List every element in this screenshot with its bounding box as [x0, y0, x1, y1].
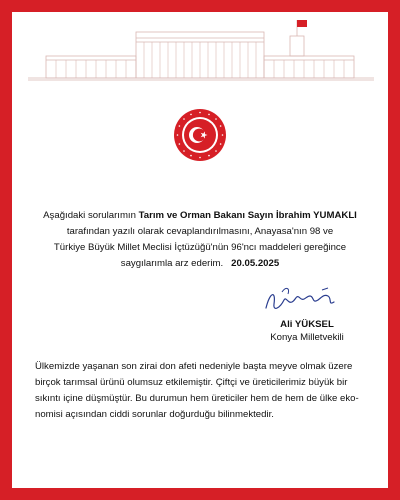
request-line-1: [26, 208, 374, 224]
question-line-1: Ülkemizde yaşanan son zirai don afeti nedeniyle başta meyve olmak üzere: [35, 361, 353, 372]
parliament-building-icon: [12, 12, 388, 88]
question-line-3: sıkıntı içine düşmüştür. Bu durumun hem üreticiler hem de hem de ülke eko-: [35, 393, 359, 404]
signer-title: Konya Milletvekili: [270, 332, 344, 343]
request-closing: saygılarımla arz ederim.: [120, 258, 224, 269]
signer-block: [252, 318, 362, 344]
flag-icon: [297, 20, 307, 27]
question-line-2: birçok tarımsal ürünü olumsuz etkilemiştir. Çiftçi ve üreticilerimiz büyük bir: [35, 377, 348, 388]
signer-name: Ali YÜKSEL: [280, 319, 334, 330]
request-prefix: Aşağıdaki sorularımın: [43, 210, 139, 221]
request-line-3: Türkiye Büyük Millet Meclisi İçtüzüğü'nün 96'ncı maddeleri gereğince: [53, 242, 347, 253]
request-date: 20.05.2025: [231, 258, 280, 269]
question-paragraph: [35, 359, 365, 423]
addressee: Tarım ve Orman Bakanı Sayın İbrahim YUMAKLI: [138, 210, 357, 221]
tbmm-emblem-icon: [173, 108, 227, 162]
request-paragraph: [26, 208, 374, 272]
request-line-2: tarafından yazılı olarak cevaplandırılmasını, Anayasa'nın 98 ve: [66, 226, 334, 237]
question-line-4: nomisi açısından ciddi sorunlar doğurduğu bilinmektedir.: [35, 409, 274, 420]
handwritten-signature: [262, 282, 342, 322]
request-line-4: [26, 256, 374, 272]
